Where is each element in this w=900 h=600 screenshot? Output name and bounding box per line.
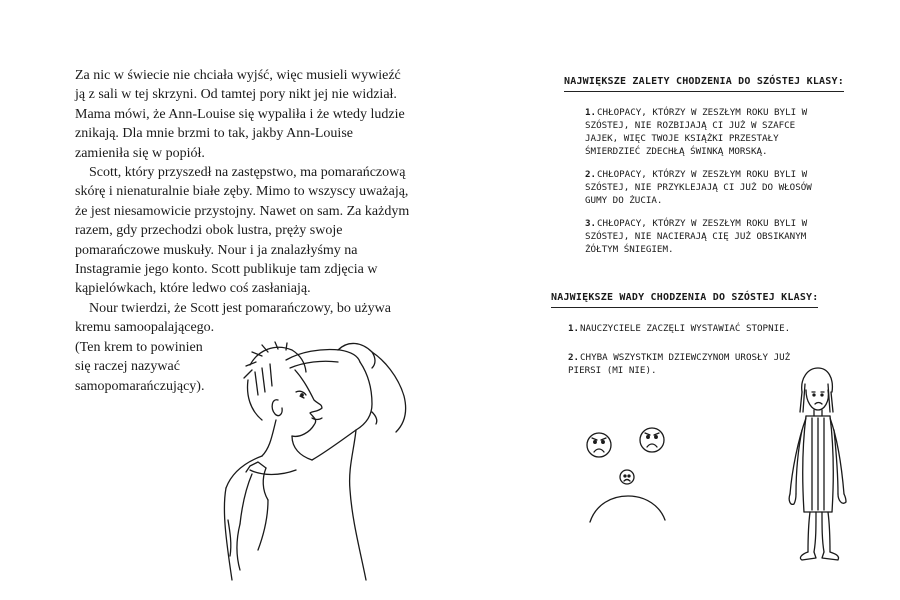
paragraph-4: (Ten krem to powinien <box>75 339 203 355</box>
list-item-text: CHŁOPACY, KTÓRZY W ZESZŁYM ROKU BYLI W SZÓSTEJ, NIE ROZBIJAJĄ CI JUŻ W SZAFCE JAJEK, WIĘC TWOJE KSIĄŻKI PRZESTAŁY ŚMIERDZIEĆ ZDECHŁĄ ŚWINKĄ MORSKĄ. <box>585 107 808 157</box>
list-item-text: CHŁOPACY, KTÓRZY W ZESZŁYM ROKU BYLI W SZÓSTEJ, NIE NACIERAJĄ CIĘ JUŻ OBSIKANYM ŻÓŁTYM ŚNIEGIEM. <box>585 218 808 255</box>
list-item-number: 2. <box>568 352 580 363</box>
advantages-heading-text: NAJWIĘKSZE ZALETY CHODZENIA DO SZÓSTEJ KLASY: <box>564 76 844 87</box>
list-item-text: CHYBA WSZYSTKIM DZIEWCZYNOM UROSŁY JUŻ PIERSI (MI NIE). <box>568 352 791 376</box>
list-item-number: 3. <box>585 218 597 229</box>
list-item-text: CHŁOPACY, KTÓRZY W ZESZŁYM ROKU BYLI W SZÓSTEJ, NIE PRZYKLEJAJĄ CI JUŻ DO WŁOSÓW GUMY DO ŻUCIA. <box>585 169 812 206</box>
girl-illustration <box>450 0 900 600</box>
disadvantages-heading-text: NAJWIĘKSZE WADY CHODZENIA DO SZÓSTEJ KLASY: <box>551 292 819 303</box>
paragraph-5: się raczej nazywać <box>75 359 180 375</box>
paragraph-6: samopomarańczujący). <box>75 378 205 394</box>
list-item-text: NAUCZYCIELE ZACZĘLI WYSTAWIAĆ STOPNIE. <box>580 323 791 334</box>
paragraph-1: Za nic w świecie nie chciała wyjść, więc musieli wywieźć ją z sali w tej skrzyni. Od tamtej pory nikt jej nie widział. Mama mówi, że Ann-Louise się wypaliła i że wtedy ludzie znikają. Dla mnie brzmi to tak, jakby Ann-Louise zamieniła się w popiół. <box>75 68 405 161</box>
paragraph-3: Nour twierdzi, że Scott jest pomarańczowy, bo używa kremu samoopalającego. <box>75 300 391 336</box>
list-item-number: 2. <box>585 169 597 180</box>
list-item-number: 1. <box>585 107 597 118</box>
list-item-number: 1. <box>568 323 580 334</box>
paragraph-2: Scott, który przyszedł na zastępstwo, ma pomarańczową skórę i nienaturalnie białe zęby. Mimo to wszyscy uważają, że jest niesamowicie przystojny. Nawet on sam. Za każdym razem, gdy przechodzi obok lustra, pręży swoje pomarańczowe muskuły. Nour i ja znalazłyśmy na Instagramie jego konto. Scott publikuje tam zdjęcia w kąpielówkach, które ledwo coś zasłaniają. <box>75 165 410 297</box>
right-page <box>450 0 900 600</box>
